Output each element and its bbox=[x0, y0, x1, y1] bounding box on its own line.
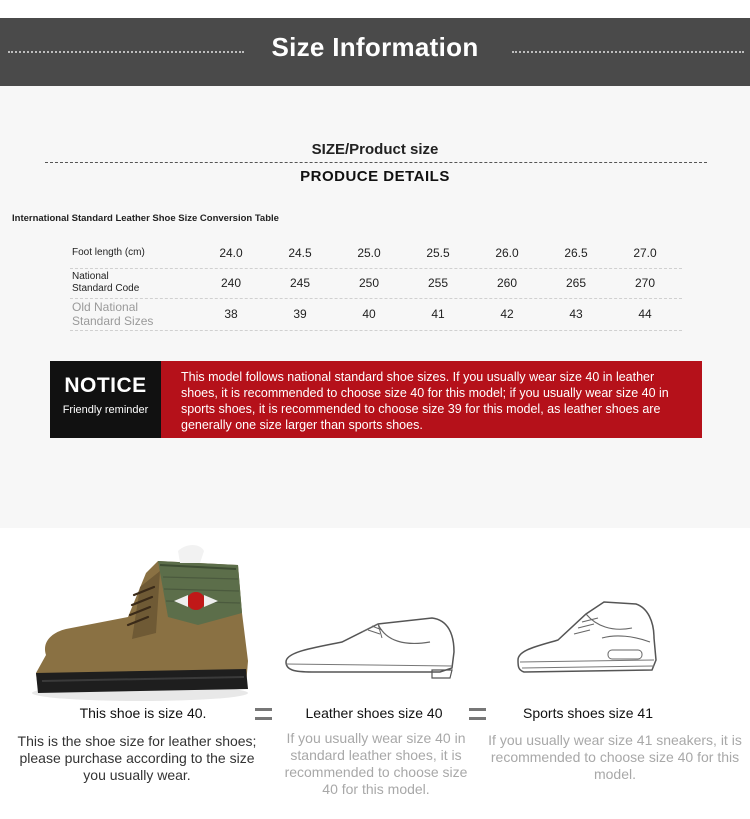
table-cell: 39 bbox=[293, 307, 307, 321]
table-cell: 38 bbox=[224, 307, 238, 321]
table-cell: 250 bbox=[358, 276, 380, 290]
notice-title: NOTICE bbox=[64, 374, 147, 397]
table-cell: 42 bbox=[500, 307, 514, 321]
row-label-line: Standard Code bbox=[72, 283, 140, 294]
comparison-caption-sports: Sports shoes size 41 bbox=[523, 705, 653, 721]
page-title: Size Information bbox=[271, 32, 479, 62]
row-label-line: Standard Sizes bbox=[72, 314, 154, 328]
dashed-divider bbox=[45, 162, 707, 163]
table-cell: 240 bbox=[220, 276, 242, 290]
leather-shoe-icon bbox=[282, 612, 457, 684]
table-cell: 24.0 bbox=[219, 246, 243, 260]
row-label bbox=[72, 271, 139, 295]
row-label: Foot length (cm) bbox=[72, 247, 145, 258]
table-cell: 40 bbox=[362, 307, 376, 321]
top-strip bbox=[0, 0, 750, 18]
table-cell: 25.0 bbox=[357, 246, 381, 260]
notice-badge bbox=[50, 361, 161, 438]
row-label-line: Old National bbox=[72, 300, 139, 314]
notice-message-box bbox=[161, 361, 702, 438]
table-row-foot-length bbox=[70, 238, 682, 269]
equals-sign-icon bbox=[469, 708, 486, 720]
table-cell: 27.0 bbox=[633, 246, 657, 260]
work-boot-icon bbox=[28, 543, 250, 705]
comparison-caption-this-shoe: This shoe is size 40. bbox=[79, 705, 207, 721]
table-row-old-national bbox=[70, 298, 682, 331]
table-cell: 270 bbox=[634, 276, 656, 290]
comparison-caption-leather: Leather shoes size 40 bbox=[305, 705, 443, 721]
equals-sign-icon bbox=[255, 708, 272, 720]
table-cell: 265 bbox=[565, 276, 587, 290]
size-subtitle: SIZE/Product size bbox=[311, 141, 439, 158]
comparison-description-this-shoe: This is the shoe size for leather shoes; please purchase according to the size you usually wear. bbox=[17, 733, 257, 783]
table-row-national-code bbox=[70, 268, 682, 299]
table-cell: 245 bbox=[289, 276, 311, 290]
table-cell: 44 bbox=[638, 307, 652, 321]
table-title: International Standard Leather Shoe Size Conversion Table bbox=[12, 213, 279, 224]
notice-subtitle: Friendly reminder bbox=[62, 404, 149, 416]
table-cell: 24.5 bbox=[288, 246, 312, 260]
table-cell: 41 bbox=[431, 307, 445, 321]
comparison-description-leather: If you usually wear size 40 in standard leather shoes, it is recommended to choose size 40 for this model. bbox=[284, 730, 468, 797]
produce-details-heading: PRODUCE DETAILS bbox=[300, 168, 450, 185]
header-banner bbox=[0, 18, 750, 86]
table-cell: 255 bbox=[427, 276, 449, 290]
row-label-line: National bbox=[72, 271, 109, 282]
sneaker-icon bbox=[512, 598, 662, 682]
table-cell: 43 bbox=[569, 307, 583, 321]
table-cell: 26.0 bbox=[495, 246, 519, 260]
comparison-description-sports: If you usually wear size 41 sneakers, it is recommended to choose size 40 for this model. bbox=[488, 732, 742, 782]
table-cell: 26.5 bbox=[564, 246, 588, 260]
notice-message: This model follows national standard shoe sizes. If you usually wear size 40 in leather shoes, it is recommended to choose size 40 for this model; if you usually wear size 40 in sports shoes, it is recommended to choose size 39 for this model, as leather shoes are generally one size larger than sports shoes. bbox=[181, 370, 669, 432]
row-label bbox=[72, 300, 153, 328]
table-cell: 25.5 bbox=[426, 246, 450, 260]
table-cell: 260 bbox=[496, 276, 518, 290]
banner-dotted-line-right bbox=[512, 51, 744, 53]
